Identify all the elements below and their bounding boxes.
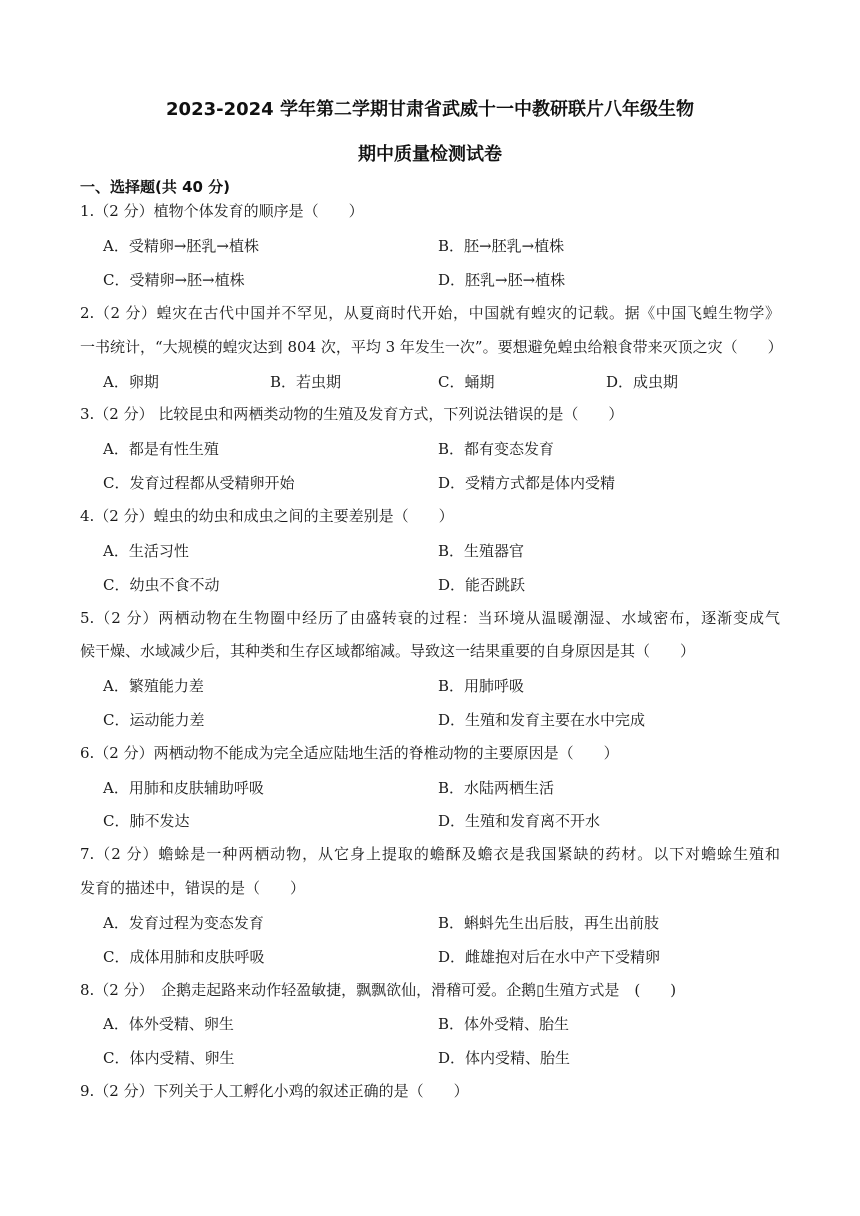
question-7-option-b: B．蝌蚪先生出后肢，再生出前肢	[438, 914, 660, 932]
question-2-option-d: D．成虫期	[606, 373, 679, 391]
question-8-stem: 8.（2 分） 企鹅走起路来动作轻盈敏捷，飘飘欲仙，滑稽可爱。企鹅▯生殖方式是 ( )	[80, 981, 677, 999]
question-6-option-b: B．水陆两栖生活	[438, 779, 555, 797]
question-1-option-d: D．胚乳→胚→植株	[438, 271, 566, 289]
question-6-stem: 6.（2 分）两栖动物不能成为完全适应陆地生活的脊椎动物的主要原因是（ ）	[80, 744, 619, 762]
question-8-option-b: B．体外受精、胎生	[438, 1015, 570, 1033]
question-8-option-c: C．体内受精、卵生	[103, 1049, 235, 1067]
exam-title-line1: 2023-2024 学年第二学期甘肃省武威十一中教研联片八年级生物	[166, 99, 694, 120]
question-6-option-a: A．用肺和皮肤辅助呼吸	[103, 779, 264, 797]
question-5-option-a: A．繁殖能力差	[103, 677, 204, 695]
question-1-option-c: C．受精卵→胚→植株	[103, 271, 245, 289]
exam-title-line2: 期中质量检测试卷	[358, 144, 502, 165]
question-3-stem: 3.（2 分） 比较昆虫和两栖类动物的生殖及发育方式，下列说法错误的是（ ）	[80, 405, 624, 423]
question-4-option-d: D．能否跳跃	[438, 576, 526, 594]
question-7-option-c: C．成体用肺和皮肤呼吸	[103, 948, 265, 966]
question-4-option-a: A．生活习性	[103, 542, 189, 560]
question-7-option-d: D．雌雄抱对后在水中产下受精卵	[438, 948, 661, 966]
question-3-option-c: C．发育过程都从受精卵开始	[103, 474, 295, 492]
question-1-option-b: B．胚→胚乳→植株	[438, 237, 565, 255]
question-7-option-a: A．发育过程为变态发育	[103, 914, 264, 932]
question-1-option-a: A．受精卵→胚乳→植株	[103, 237, 259, 255]
section-heading: 一、选择题(共 40 分)	[80, 178, 231, 196]
question-3-option-a: A．都是有性生殖	[103, 440, 219, 458]
question-2-option-a: A．卵期	[103, 373, 159, 391]
question-2-option-b: B．若虫期	[270, 373, 342, 391]
question-4-option-b: B．生殖器官	[438, 542, 525, 560]
question-1-stem: 1.（2 分）植物个体发育的顺序是（ ）	[80, 202, 364, 220]
question-5-option-c: C．运动能力差	[103, 711, 205, 729]
question-4-stem: 4.（2 分）蝗虫的幼虫和成虫之间的主要差别是（ ）	[80, 507, 454, 525]
question-8-option-d: D．体内受精、胎生	[438, 1049, 571, 1067]
question-5-option-b: B．用肺呼吸	[438, 677, 525, 695]
question-5-option-d: D．生殖和发育主要在水中完成	[438, 711, 646, 729]
question-3-option-d: D．受精方式都是体内受精	[438, 474, 616, 492]
question-7-stem-line1: 7.（2 分）蟾蜍是一种两栖动物，从它身上提取的蟾酥及蟾衣是我国紧缺的药材。以下对蟾蜍生殖和	[80, 845, 780, 863]
question-3-option-b: B．都有变态发育	[438, 440, 555, 458]
question-2-stem-line2: 一书统计，“大规模的蝗灾达到 804 次，平均 3 年发生一次”。要想避免蝗虫给粮食带来灭顶之灾（ ）	[80, 338, 783, 356]
question-9-stem: 9.（2 分）下列关于人工孵化小鸡的叙述正确的是（ ）	[80, 1082, 469, 1100]
question-2-option-c: C．蛹期	[438, 373, 495, 391]
question-8-option-a: A．体外受精、卵生	[103, 1015, 234, 1033]
question-4-option-c: C．幼虫不食不动	[103, 576, 220, 594]
question-6-option-d: D．生殖和发育离不开水	[438, 812, 601, 830]
question-5-stem-line1: 5.（2 分）两栖动物在生物圈中经历了由盛转衰的过程：当环境从温暖潮湿、水域密布，逐渐变成气	[80, 609, 780, 627]
question-2-stem-line1: 2.（2 分）蝗灾在古代中国并不罕见，从夏商时代开始，中国就有蝗灾的记载。据《中国飞蝗生物学》	[80, 304, 780, 322]
question-5-stem-line2: 候干燥、水域减少后，其种类和生存区域都缩减。导致这一结果重要的自身原因是其（ ）	[80, 642, 696, 660]
question-7-stem-line2: 发育的描述中，错误的是（ ）	[80, 879, 306, 897]
question-6-option-c: C．肺不发达	[103, 812, 190, 830]
